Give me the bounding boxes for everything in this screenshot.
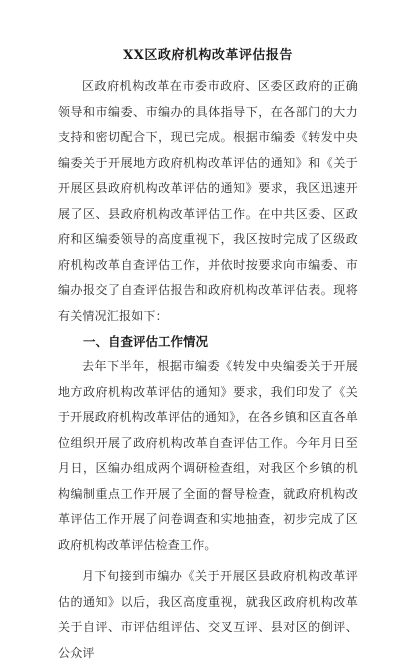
intro-paragraph: 区政府机构改革在市委市政府、区委区政府的正确领导和市编委、市编办的具体指导下，在各部门的大力支持和密切配合下，现已完成。根据市编委《转发中央编委关于开展地方政府机构改革评估的通知》和《关于开展区县政府机构改革评估的通知》要求，我区迅速开展了区、县政府机构改革评估工作。在中共区委、区政府和区编委领导的高度重视下，我区按时完成了区级政府机构改革自查评估工作，并依时按要求向市编委、市编办报交了自查评估报告和政府机构改革评估表。现将有关情况汇报如下： <box>58 79 358 323</box>
document-title: XX区政府机构改革评估报告 <box>123 48 293 63</box>
section-heading: 一、自查评估工作情况 <box>83 334 209 349</box>
body-paragraph-1: 去年下半年，根据市编委《转发中央编委关于开展地方政府机构改革评估的通知》要求，我们印发了《关于开展政府机构改革评估的通知》，在各乡镇和区直各单位组织开展了政府机构改革自查评估工作。今年月日至月日，区编办组成两个调研检查组，对我区个乡镇的机构编制重点工作开展了全面的督导检查，就政府机构改革评估工作开展了问卷调查和实地抽查，初步完成了区政府机构改革评估检查工作。 <box>58 359 358 552</box>
body-paragraph-2: 月下旬接到市编办《关于开展区县政府机构改革评估的通知》以后，我区高度重视，就我区政府机构改革关于自评、市评估组评估、交叉互评、县对区的倒评、公众评 <box>58 569 358 660</box>
